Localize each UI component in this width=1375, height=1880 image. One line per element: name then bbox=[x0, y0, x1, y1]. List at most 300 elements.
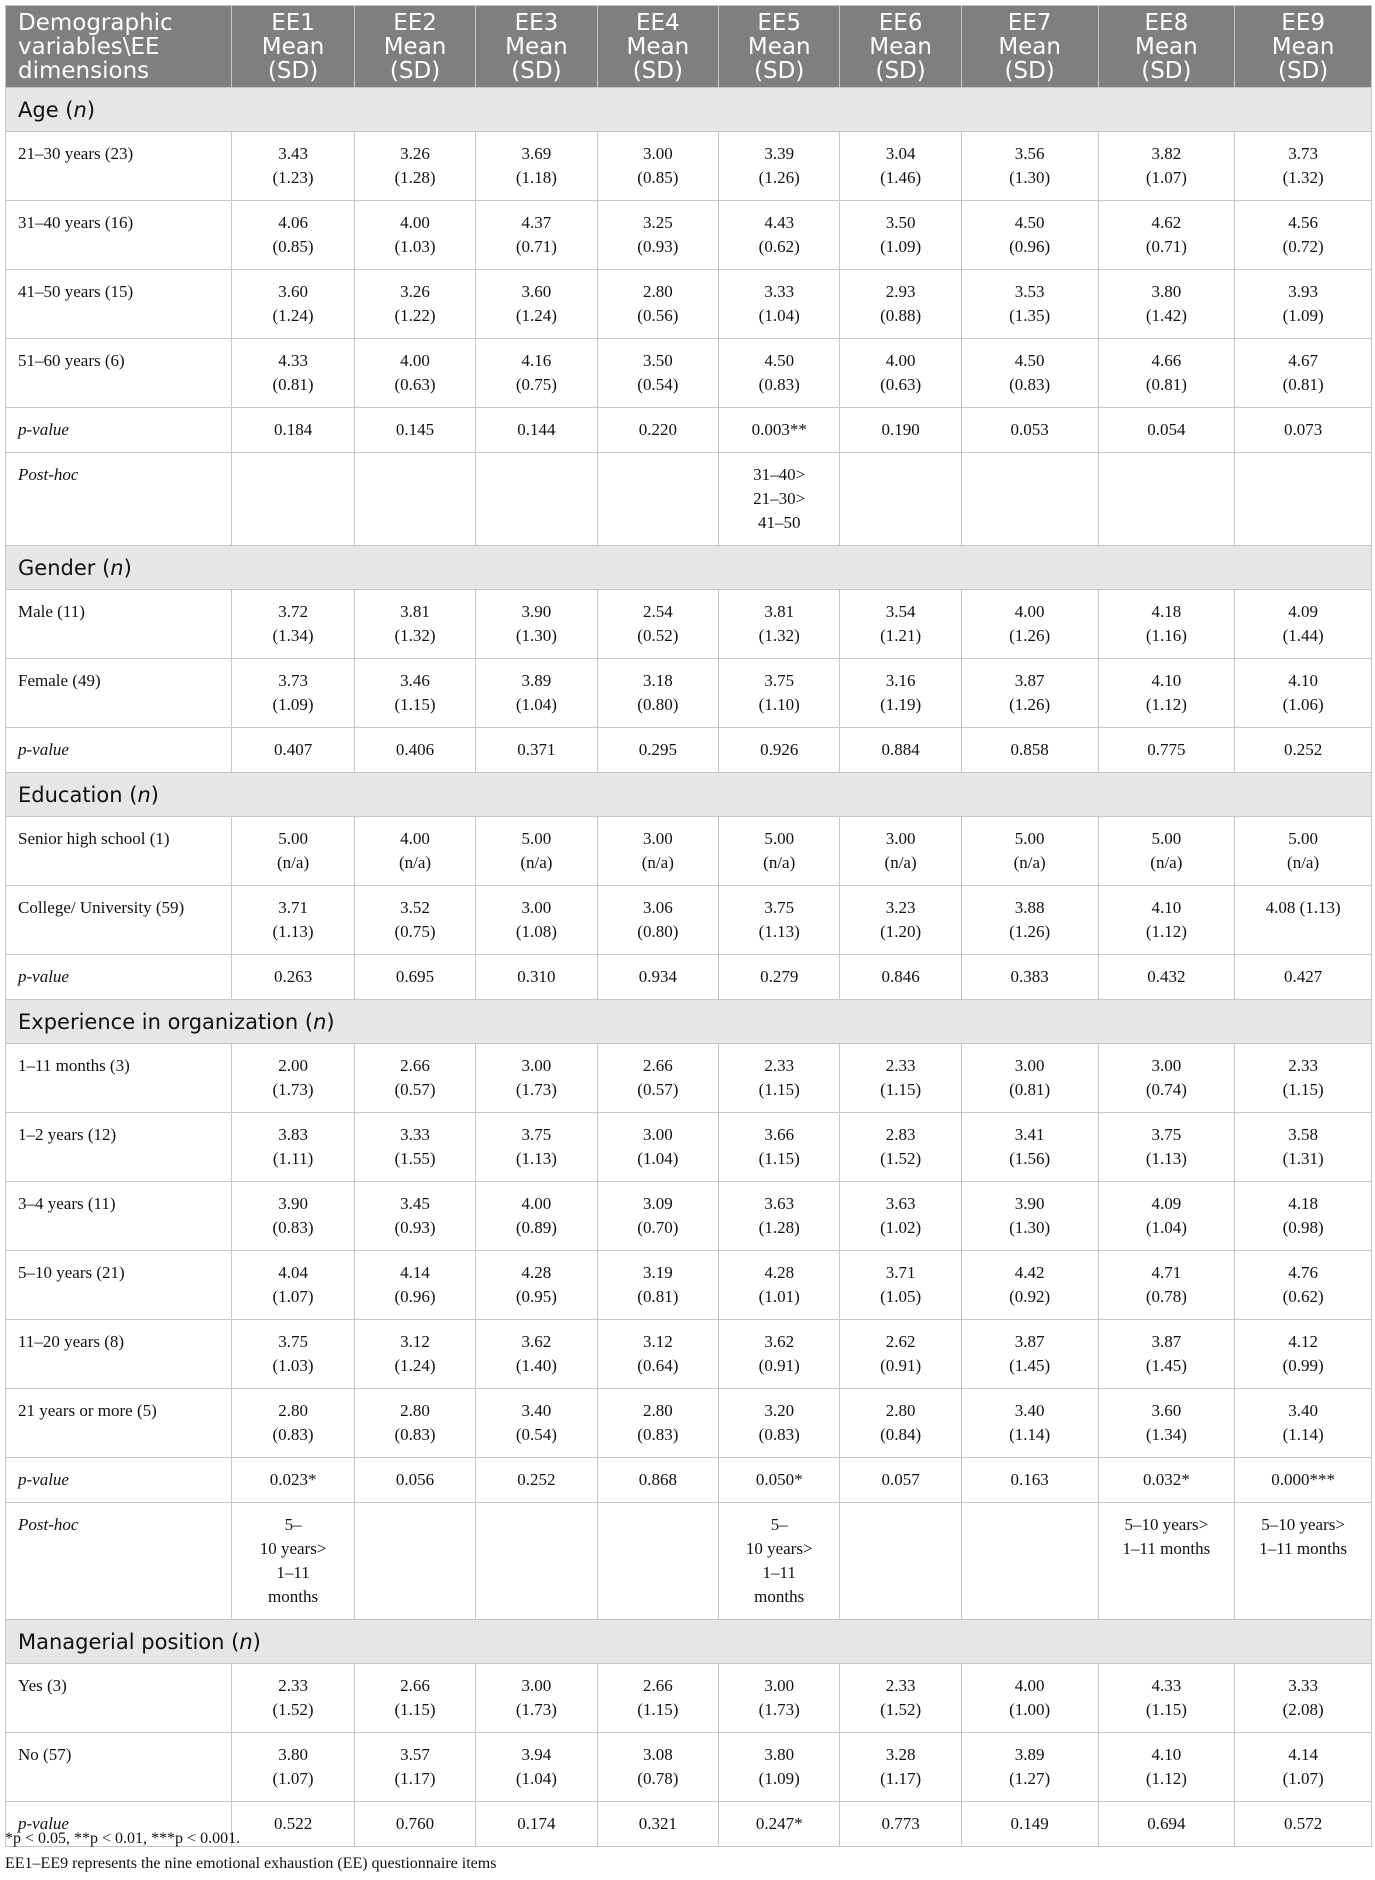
row-label-text: Post-hoc bbox=[18, 465, 79, 484]
table-cell-ee6: 2.93 (0.88) bbox=[840, 270, 961, 339]
table-cell-ee4: 0.220 bbox=[597, 408, 718, 453]
table-cell-ee4: 3.00 (0.85) bbox=[597, 132, 718, 201]
table-cell-ee6: 3.00 (n/a) bbox=[840, 817, 961, 886]
table-cell-ee1: 3.83 (1.11) bbox=[232, 1113, 355, 1182]
table-cell-ee7: 0.858 bbox=[961, 728, 1098, 773]
row-label bbox=[6, 1320, 232, 1389]
table-cell-ee5: 0.247* bbox=[719, 1802, 840, 1847]
table-cell-ee7: 5.00 (n/a) bbox=[961, 817, 1098, 886]
table-row bbox=[6, 955, 1372, 1000]
table-cell-ee4: 3.08 (0.78) bbox=[597, 1733, 718, 1802]
table-row bbox=[6, 339, 1372, 408]
table-cell-ee9: 3.40 (1.14) bbox=[1235, 1389, 1372, 1458]
row-label-text: 5–10 years (21) bbox=[18, 1263, 125, 1282]
table-cell-ee7: 0.149 bbox=[961, 1802, 1098, 1847]
table-cell-ee1: 2.33 (1.52) bbox=[232, 1664, 355, 1733]
table-cell-ee4: 0.321 bbox=[597, 1802, 718, 1847]
row-label bbox=[6, 453, 232, 546]
section-title: Education (n) bbox=[6, 773, 1372, 817]
table-cell-ee2: 4.00 (1.03) bbox=[354, 201, 475, 270]
row-label-text: Senior high school (1) bbox=[18, 829, 170, 848]
table-cell-ee6: 0.884 bbox=[840, 728, 961, 773]
table-cell-ee1: 0.023* bbox=[232, 1458, 355, 1503]
table-cell-ee3: 4.16 (0.75) bbox=[476, 339, 597, 408]
row-label-text: p-value bbox=[18, 740, 69, 759]
section-title-text: Experience in organization bbox=[18, 1009, 299, 1034]
row-label-text: p-value bbox=[18, 1470, 69, 1489]
table-cell-ee4: 0.295 bbox=[597, 728, 718, 773]
table-cell-ee6: 0.190 bbox=[840, 408, 961, 453]
table-cell-ee1: 4.04 (1.07) bbox=[232, 1251, 355, 1320]
table-cell-ee9: 4.14 (1.07) bbox=[1235, 1733, 1372, 1802]
header-ee4: EE4 Mean (SD) bbox=[597, 6, 718, 88]
row-label-text: 1–11 months (3) bbox=[18, 1056, 130, 1075]
table-cell-ee5: 4.43 (0.62) bbox=[719, 201, 840, 270]
row-label-text: p-value bbox=[18, 967, 69, 986]
table-cell-ee4: 3.12 (0.64) bbox=[597, 1320, 718, 1389]
table-row bbox=[6, 201, 1372, 270]
table-cell-ee8: 4.71 (0.78) bbox=[1098, 1251, 1235, 1320]
table-cell-ee6: 2.33 (1.15) bbox=[840, 1044, 961, 1113]
table-cell-ee7: 3.40 (1.14) bbox=[961, 1389, 1098, 1458]
table-cell-ee9 bbox=[1235, 453, 1372, 546]
table-cell-ee2: 0.145 bbox=[354, 408, 475, 453]
table-cell-ee5: 31–40> 21–30> 41–50 bbox=[719, 453, 840, 546]
header-ee3: EE3 Mean (SD) bbox=[476, 6, 597, 88]
footnote-significance: *p < 0.05, **p < 0.01, ***p < 0.001. bbox=[5, 1830, 241, 1847]
table-cell-ee3: 3.00 (1.73) bbox=[476, 1044, 597, 1113]
table-cell-ee1: 3.72 (1.34) bbox=[232, 590, 355, 659]
table-cell-ee3: 3.62 (1.40) bbox=[476, 1320, 597, 1389]
row-label-text: p-value bbox=[18, 1814, 69, 1833]
table-cell-ee4: 2.80 (0.56) bbox=[597, 270, 718, 339]
table-cell-ee4: 2.66 (0.57) bbox=[597, 1044, 718, 1113]
table-cell-ee1: 2.00 (1.73) bbox=[232, 1044, 355, 1113]
table-cell-ee7: 4.42 (0.92) bbox=[961, 1251, 1098, 1320]
table-cell-ee9: 4.09 (1.44) bbox=[1235, 590, 1372, 659]
table-cell-ee2: 0.695 bbox=[354, 955, 475, 1000]
table-row bbox=[6, 270, 1372, 339]
table-cell-ee9: 2.33 (1.15) bbox=[1235, 1044, 1372, 1113]
table-cell-ee4: 3.09 (0.70) bbox=[597, 1182, 718, 1251]
table-row bbox=[6, 1503, 1372, 1620]
table-cell-ee2: 3.46 (1.15) bbox=[354, 659, 475, 728]
table-cell-ee9: 3.93 (1.09) bbox=[1235, 270, 1372, 339]
table-cell-ee7: 3.53 (1.35) bbox=[961, 270, 1098, 339]
row-label-text: Male (11) bbox=[18, 602, 85, 621]
table-cell-ee4: 0.868 bbox=[597, 1458, 718, 1503]
table-cell-ee6: 3.04 (1.46) bbox=[840, 132, 961, 201]
table-cell-ee3: 3.60 (1.24) bbox=[476, 270, 597, 339]
table-row bbox=[6, 132, 1372, 201]
table-cell-ee5: 3.62 (0.91) bbox=[719, 1320, 840, 1389]
table-cell-ee1: 3.80 (1.07) bbox=[232, 1733, 355, 1802]
table-cell-ee7 bbox=[961, 453, 1098, 546]
row-label bbox=[6, 817, 232, 886]
table-cell-ee8: 0.694 bbox=[1098, 1802, 1235, 1847]
row-label bbox=[6, 1182, 232, 1251]
table-cell-ee7: 3.87 (1.45) bbox=[961, 1320, 1098, 1389]
row-label-text: 1–2 years (12) bbox=[18, 1125, 117, 1144]
table-cell-ee4: 3.19 (0.81) bbox=[597, 1251, 718, 1320]
row-label-text: 21 years or more (5) bbox=[18, 1401, 157, 1420]
table-cell-ee3: 4.37 (0.71) bbox=[476, 201, 597, 270]
table-cell-ee2: 2.66 (1.15) bbox=[354, 1664, 475, 1733]
table-cell-ee3: 5.00 (n/a) bbox=[476, 817, 597, 886]
table-row bbox=[6, 1733, 1372, 1802]
table-cell-ee8: 3.80 (1.42) bbox=[1098, 270, 1235, 339]
table-cell-ee4: 0.934 bbox=[597, 955, 718, 1000]
table-cell-ee6: 2.62 (0.91) bbox=[840, 1320, 961, 1389]
table-cell-ee8: 4.10 (1.12) bbox=[1098, 659, 1235, 728]
row-label bbox=[6, 201, 232, 270]
section-header-row bbox=[6, 1620, 1372, 1664]
table-cell-ee7: 3.41 (1.56) bbox=[961, 1113, 1098, 1182]
table-cell-ee6: 4.00 (0.63) bbox=[840, 339, 961, 408]
row-label-text: No (57) bbox=[18, 1745, 72, 1764]
header-ee6: EE6 Mean (SD) bbox=[840, 6, 961, 88]
table-cell-ee5: 3.75 (1.10) bbox=[719, 659, 840, 728]
table-cell-ee2: 4.14 (0.96) bbox=[354, 1251, 475, 1320]
table-row bbox=[6, 728, 1372, 773]
section-n-symbol: n bbox=[110, 555, 124, 580]
table-cell-ee9: 4.67 (0.81) bbox=[1235, 339, 1372, 408]
data-table bbox=[5, 5, 1372, 1847]
table-cell-ee3 bbox=[476, 1503, 597, 1620]
table-cell-ee8: 4.18 (1.16) bbox=[1098, 590, 1235, 659]
section-title: Gender (n) bbox=[6, 546, 1372, 590]
table-cell-ee8: 4.62 (0.71) bbox=[1098, 201, 1235, 270]
table-cell-ee2: 3.81 (1.32) bbox=[354, 590, 475, 659]
section-title-text: Education bbox=[18, 782, 123, 807]
table-cell-ee6: 3.71 (1.05) bbox=[840, 1251, 961, 1320]
table-cell-ee1: 3.60 (1.24) bbox=[232, 270, 355, 339]
table-cell-ee2: 2.80 (0.83) bbox=[354, 1389, 475, 1458]
table-cell-ee8: 3.00 (0.74) bbox=[1098, 1044, 1235, 1113]
table-cell-ee8: 0.032* bbox=[1098, 1458, 1235, 1503]
row-label bbox=[6, 886, 232, 955]
row-label-text: p-value bbox=[18, 420, 69, 439]
table-cell-ee8: 4.10 (1.12) bbox=[1098, 886, 1235, 955]
table-cell-ee5: 0.926 bbox=[719, 728, 840, 773]
row-label-text: 31–40 years (16) bbox=[18, 213, 134, 232]
table-cell-ee5: 0.003** bbox=[719, 408, 840, 453]
table-cell-ee7: 4.00 (1.00) bbox=[961, 1664, 1098, 1733]
table-cell-ee9: 3.73 (1.32) bbox=[1235, 132, 1372, 201]
footnote-items: EE1–EE9 represents the nine emotional exhaustion (EE) questionnaire items bbox=[5, 1855, 497, 1872]
table-cell-ee2: 0.760 bbox=[354, 1802, 475, 1847]
table-cell-ee6: 3.23 (1.20) bbox=[840, 886, 961, 955]
table-row bbox=[6, 659, 1372, 728]
table-cell-ee6: 2.80 (0.84) bbox=[840, 1389, 961, 1458]
table-cell-ee8: 0.054 bbox=[1098, 408, 1235, 453]
row-label bbox=[6, 1458, 232, 1503]
table-cell-ee8: 3.82 (1.07) bbox=[1098, 132, 1235, 201]
table-cell-ee3: 3.90 (1.30) bbox=[476, 590, 597, 659]
header-ee1: EE1 Mean (SD) bbox=[232, 6, 355, 88]
table-cell-ee5: 3.63 (1.28) bbox=[719, 1182, 840, 1251]
table-cell-ee3: 0.144 bbox=[476, 408, 597, 453]
row-label bbox=[6, 955, 232, 1000]
section-n-symbol: n bbox=[73, 97, 87, 122]
row-label-text: 11–20 years (8) bbox=[18, 1332, 125, 1351]
table-cell-ee1: 2.80 (0.83) bbox=[232, 1389, 355, 1458]
table-cell-ee4 bbox=[597, 1503, 718, 1620]
table-cell-ee6: 2.83 (1.52) bbox=[840, 1113, 961, 1182]
header-demographic-variables: Demographic variables\EE dimensions bbox=[6, 6, 232, 88]
table-cell-ee9: 0.073 bbox=[1235, 408, 1372, 453]
table-cell-ee2 bbox=[354, 1503, 475, 1620]
table-row bbox=[6, 590, 1372, 659]
table-cell-ee1: 0.263 bbox=[232, 955, 355, 1000]
table-cell-ee7: 3.00 (0.81) bbox=[961, 1044, 1098, 1113]
table-cell-ee9: 3.58 (1.31) bbox=[1235, 1113, 1372, 1182]
table-row bbox=[6, 1664, 1372, 1733]
table-cell-ee1: 3.75 (1.03) bbox=[232, 1320, 355, 1389]
table-cell-ee7: 4.00 (1.26) bbox=[961, 590, 1098, 659]
table-cell-ee2 bbox=[354, 453, 475, 546]
table-cell-ee7: 3.56 (1.30) bbox=[961, 132, 1098, 201]
header-ee8: EE8 Mean (SD) bbox=[1098, 6, 1235, 88]
table-cell-ee9: 4.56 (0.72) bbox=[1235, 201, 1372, 270]
table-cell-ee1: 4.06 (0.85) bbox=[232, 201, 355, 270]
section-title-text: Age bbox=[18, 97, 59, 122]
section-header-row bbox=[6, 546, 1372, 590]
table-cell-ee2: 3.45 (0.93) bbox=[354, 1182, 475, 1251]
table-cell-ee7: 3.87 (1.26) bbox=[961, 659, 1098, 728]
table-cell-ee5: 3.33 (1.04) bbox=[719, 270, 840, 339]
table-cell-ee2: 3.26 (1.28) bbox=[354, 132, 475, 201]
table-cell-ee7: 0.163 bbox=[961, 1458, 1098, 1503]
table-cell-ee6: 0.057 bbox=[840, 1458, 961, 1503]
table-cell-ee6 bbox=[840, 1503, 961, 1620]
row-label bbox=[6, 1733, 232, 1802]
table-cell-ee9: 4.18 (0.98) bbox=[1235, 1182, 1372, 1251]
table-cell-ee3: 0.174 bbox=[476, 1802, 597, 1847]
table-cell-ee7: 4.50 (0.83) bbox=[961, 339, 1098, 408]
table-cell-ee8: 4.33 (1.15) bbox=[1098, 1664, 1235, 1733]
row-label bbox=[6, 659, 232, 728]
section-title: Experience in organization (n) bbox=[6, 1000, 1372, 1044]
table-cell-ee9: 0.572 bbox=[1235, 1802, 1372, 1847]
table-cell-ee4: 3.00 (1.04) bbox=[597, 1113, 718, 1182]
table-cell-ee7 bbox=[961, 1503, 1098, 1620]
table-cell-ee2: 2.66 (0.57) bbox=[354, 1044, 475, 1113]
table-cell-ee1: 5– 10 years> 1–11 months bbox=[232, 1503, 355, 1620]
table-cell-ee1: 3.90 (0.83) bbox=[232, 1182, 355, 1251]
table-cell-ee6: 0.846 bbox=[840, 955, 961, 1000]
table-cell-ee2: 0.406 bbox=[354, 728, 475, 773]
row-label bbox=[6, 339, 232, 408]
table-cell-ee1: 5.00 (n/a) bbox=[232, 817, 355, 886]
table-row bbox=[6, 1458, 1372, 1503]
row-label bbox=[6, 590, 232, 659]
table-cell-ee5: 3.00 (1.73) bbox=[719, 1664, 840, 1733]
table-cell-ee1: 0.184 bbox=[232, 408, 355, 453]
table-cell-ee3: 3.94 (1.04) bbox=[476, 1733, 597, 1802]
table-cell-ee2: 0.056 bbox=[354, 1458, 475, 1503]
row-label-text: 51–60 years (6) bbox=[18, 351, 125, 370]
table-cell-ee8: 0.432 bbox=[1098, 955, 1235, 1000]
table-cell-ee7: 4.50 (0.96) bbox=[961, 201, 1098, 270]
table-cell-ee3: 3.69 (1.18) bbox=[476, 132, 597, 201]
table-cell-ee9: 4.76 (0.62) bbox=[1235, 1251, 1372, 1320]
table-cell-ee5: 5– 10 years> 1–11 months bbox=[719, 1503, 840, 1620]
section-header-row bbox=[6, 1000, 1372, 1044]
table-cell-ee3: 3.00 (1.08) bbox=[476, 886, 597, 955]
table-cell-ee2: 3.52 (0.75) bbox=[354, 886, 475, 955]
table-cell-ee6: 0.773 bbox=[840, 1802, 961, 1847]
table-cell-ee6: 3.63 (1.02) bbox=[840, 1182, 961, 1251]
row-label-text: Post-hoc bbox=[18, 1515, 79, 1534]
table-cell-ee7: 3.89 (1.27) bbox=[961, 1733, 1098, 1802]
table-row bbox=[6, 1182, 1372, 1251]
table-cell-ee5: 3.20 (0.83) bbox=[719, 1389, 840, 1458]
table-cell-ee2: 3.57 (1.17) bbox=[354, 1733, 475, 1802]
row-label bbox=[6, 1044, 232, 1113]
table-cell-ee6: 3.28 (1.17) bbox=[840, 1733, 961, 1802]
table-cell-ee8: 5.00 (n/a) bbox=[1098, 817, 1235, 886]
table-cell-ee4: 2.66 (1.15) bbox=[597, 1664, 718, 1733]
table-cell-ee1: 3.71 (1.13) bbox=[232, 886, 355, 955]
table-cell-ee3: 3.75 (1.13) bbox=[476, 1113, 597, 1182]
row-label-text: 21–30 years (23) bbox=[18, 144, 134, 163]
table-row bbox=[6, 886, 1372, 955]
table-cell-ee9: 5–10 years> 1–11 months bbox=[1235, 1503, 1372, 1620]
table-cell-ee6: 3.54 (1.21) bbox=[840, 590, 961, 659]
header-ee2: EE2 Mean (SD) bbox=[354, 6, 475, 88]
table-cell-ee8: 4.09 (1.04) bbox=[1098, 1182, 1235, 1251]
table-cell-ee2: 3.33 (1.55) bbox=[354, 1113, 475, 1182]
table-cell-ee1: 0.407 bbox=[232, 728, 355, 773]
table-cell-ee8: 4.10 (1.12) bbox=[1098, 1733, 1235, 1802]
table-cell-ee4: 2.54 (0.52) bbox=[597, 590, 718, 659]
table-cell-ee3: 0.371 bbox=[476, 728, 597, 773]
section-title: Managerial position (n) bbox=[6, 1620, 1372, 1664]
table-cell-ee4: 3.25 (0.93) bbox=[597, 201, 718, 270]
table-row bbox=[6, 1044, 1372, 1113]
row-label bbox=[6, 132, 232, 201]
table-cell-ee3: 4.28 (0.95) bbox=[476, 1251, 597, 1320]
table-cell-ee9: 0.427 bbox=[1235, 955, 1372, 1000]
table-cell-ee2: 4.00 (0.63) bbox=[354, 339, 475, 408]
section-header-row bbox=[6, 773, 1372, 817]
row-label bbox=[6, 728, 232, 773]
section-title-text: Managerial position bbox=[18, 1629, 225, 1654]
table-cell-ee6: 2.33 (1.52) bbox=[840, 1664, 961, 1733]
table-cell-ee9: 4.12 (0.99) bbox=[1235, 1320, 1372, 1389]
table-cell-ee5: 0.050* bbox=[719, 1458, 840, 1503]
table-cell-ee4: 3.18 (0.80) bbox=[597, 659, 718, 728]
table-cell-ee4: 3.50 (0.54) bbox=[597, 339, 718, 408]
table-cell-ee6 bbox=[840, 453, 961, 546]
table-cell-ee5: 4.28 (1.01) bbox=[719, 1251, 840, 1320]
table-cell-ee4 bbox=[597, 453, 718, 546]
table-row bbox=[6, 1320, 1372, 1389]
table-cell-ee5: 3.80 (1.09) bbox=[719, 1733, 840, 1802]
table-cell-ee9: 3.33 (2.08) bbox=[1235, 1664, 1372, 1733]
table-cell-ee4: 3.06 (0.80) bbox=[597, 886, 718, 955]
table-container bbox=[5, 5, 1372, 1847]
section-header-row bbox=[6, 88, 1372, 132]
table-cell-ee3: 3.89 (1.04) bbox=[476, 659, 597, 728]
table-cell-ee9: 0.252 bbox=[1235, 728, 1372, 773]
section-n-symbol: n bbox=[313, 1009, 327, 1034]
table-cell-ee7: 0.053 bbox=[961, 408, 1098, 453]
row-label bbox=[6, 1113, 232, 1182]
table-cell-ee5: 3.66 (1.15) bbox=[719, 1113, 840, 1182]
table-cell-ee5: 3.39 (1.26) bbox=[719, 132, 840, 201]
row-label bbox=[6, 1251, 232, 1320]
table-cell-ee9: 4.10 (1.06) bbox=[1235, 659, 1372, 728]
table-row bbox=[6, 1389, 1372, 1458]
table-cell-ee7: 3.90 (1.30) bbox=[961, 1182, 1098, 1251]
table-cell-ee4: 3.00 (n/a) bbox=[597, 817, 718, 886]
table-cell-ee2: 3.26 (1.22) bbox=[354, 270, 475, 339]
table-cell-ee1: 0.522 bbox=[232, 1802, 355, 1847]
table-row bbox=[6, 1113, 1372, 1182]
table-cell-ee6: 3.50 (1.09) bbox=[840, 201, 961, 270]
table-cell-ee8: 4.66 (0.81) bbox=[1098, 339, 1235, 408]
table-cell-ee7: 3.88 (1.26) bbox=[961, 886, 1098, 955]
table-cell-ee3 bbox=[476, 453, 597, 546]
section-n-symbol: n bbox=[137, 782, 151, 807]
table-cell-ee8: 5–10 years> 1–11 months bbox=[1098, 1503, 1235, 1620]
table-cell-ee6: 3.16 (1.19) bbox=[840, 659, 961, 728]
table-cell-ee5: 2.33 (1.15) bbox=[719, 1044, 840, 1113]
row-label bbox=[6, 270, 232, 339]
table-cell-ee1 bbox=[232, 453, 355, 546]
table-cell-ee8: 3.60 (1.34) bbox=[1098, 1389, 1235, 1458]
section-title: Age (n) bbox=[6, 88, 1372, 132]
row-label bbox=[6, 1389, 232, 1458]
row-label bbox=[6, 1503, 232, 1620]
row-label-text: College/ University (59) bbox=[18, 898, 185, 917]
table-cell-ee5: 3.75 (1.13) bbox=[719, 886, 840, 955]
table-cell-ee5: 3.81 (1.32) bbox=[719, 590, 840, 659]
table-cell-ee1: 3.73 (1.09) bbox=[232, 659, 355, 728]
table-cell-ee9: 0.000*** bbox=[1235, 1458, 1372, 1503]
table-cell-ee4: 2.80 (0.83) bbox=[597, 1389, 718, 1458]
table-cell-ee3: 0.310 bbox=[476, 955, 597, 1000]
table-cell-ee8: 3.87 (1.45) bbox=[1098, 1320, 1235, 1389]
table-cell-ee3: 0.252 bbox=[476, 1458, 597, 1503]
table-row bbox=[6, 453, 1372, 546]
table-cell-ee2: 4.00 (n/a) bbox=[354, 817, 475, 886]
header-ee9: EE9 Mean (SD) bbox=[1235, 6, 1372, 88]
header-ee5: EE5 Mean (SD) bbox=[719, 6, 840, 88]
table-row bbox=[6, 1251, 1372, 1320]
table-cell-ee3: 4.00 (0.89) bbox=[476, 1182, 597, 1251]
table-cell-ee5: 5.00 (n/a) bbox=[719, 817, 840, 886]
table-cell-ee9: 4.08 (1.13) bbox=[1235, 886, 1372, 955]
section-title-text: Gender bbox=[18, 555, 96, 580]
table-cell-ee5: 0.279 bbox=[719, 955, 840, 1000]
row-label-text: Yes (3) bbox=[18, 1676, 67, 1695]
row-label-text: 3–4 years (11) bbox=[18, 1194, 116, 1213]
row-label-text: 41–50 years (15) bbox=[18, 282, 134, 301]
table-cell-ee8 bbox=[1098, 453, 1235, 546]
table-cell-ee1: 3.43 (1.23) bbox=[232, 132, 355, 201]
row-label bbox=[6, 1664, 232, 1733]
table-cell-ee2: 3.12 (1.24) bbox=[354, 1320, 475, 1389]
row-label bbox=[6, 408, 232, 453]
header-row bbox=[6, 6, 1372, 88]
table-cell-ee8: 3.75 (1.13) bbox=[1098, 1113, 1235, 1182]
table-cell-ee9: 5.00 (n/a) bbox=[1235, 817, 1372, 886]
table-cell-ee5: 4.50 (0.83) bbox=[719, 339, 840, 408]
table-row bbox=[6, 817, 1372, 886]
